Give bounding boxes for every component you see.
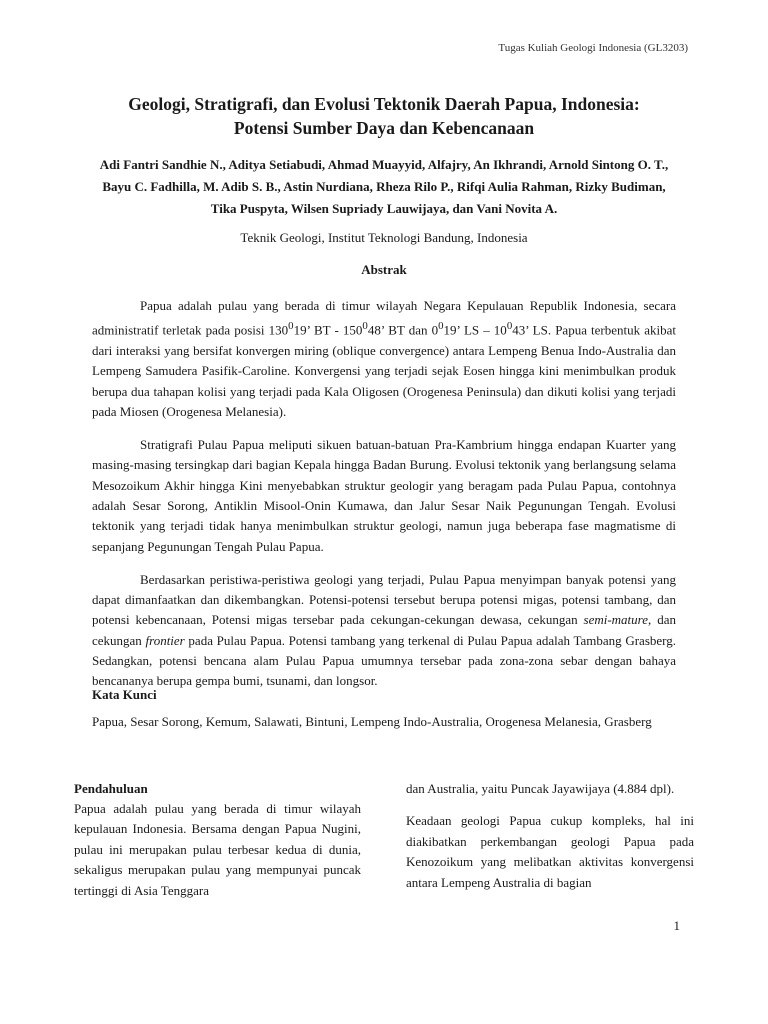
degree-superscript: 0	[506, 320, 513, 333]
degree-superscript: 0	[438, 320, 444, 333]
section-heading-pendahuluan: Pendahuluan	[74, 781, 148, 796]
paper-title	[80, 92, 688, 140]
intro-paragraph-left: Papua adalah pulau yang berada di timur wilayah kepulauan Indonesia. Bersama dengan Papua Nugini, pulau ini merupakan pulau terbesar kedua di dunia, sekaligus merupakan pulau yang mempunyai puncak tertinggi di Asia Tenggara	[74, 801, 361, 898]
abstract-p3-text-c: pada Pulau Papua. Potensi tambang yang terkenal di Pulau Papua adalah Tambang Grasberg. Sedangkan, potensi bencana alam Pulau Papua umumnya tersebar pada zona-zona sebar dengan bahaya bencananya berupa gempa bumi, tsunami, dan longsor.	[92, 632, 676, 689]
page-number: 1	[673, 918, 680, 933]
abstract-p3-text-a: Berdasarkan peristiwa-peristiwa geologi yang terjadi, Pulau Papua menyimpan banyak potensi yang dapat dimanfaatkan dan dikembangkan. Potensi-potensi tersebut berupa potensi migas, potensi tambang, dan potensi kebencanaan, Potensi migas tersebar pada cekungan-cekungan dewasa, cekungan	[92, 571, 676, 628]
abstract-body	[92, 296, 676, 705]
intro-paragraph-geology: Keadaan geologi Papua cukup kompleks, hal ini diakibatkan perkembangan geologi Papua pada Kenozoikum yang melibatkan aktivitas konvergensi antara Lempeng Australia di bagian	[406, 813, 694, 890]
abstract-paragraph-2: Stratigrafi Pulau Papua meliputi sikuen batuan-batuan Pra-Kambrium hingga endapan Kuarter yang masing-masing tersingkap dari bagian Kepala hingga Badan Burung. Evolusi tektonik yang berlangsung selama Mesozoikum Akhir hingga Kini menyebabkan struktur geologir yang beragam pada Pulau Papua, contohnya adalah Sesar Sorong, Antiklin Misool-Onin Kumawa, dan Jalur Sesar Naik Pegunungan Tengah. Evolusi tektonik yang terjadi tidak hanya menimbulkan struktur geologi, namun juga beberapa fase magmatisme di sepanjang Pegunungan Tengah Pulau Papua.	[92, 437, 676, 554]
keywords-text: Papua, Sesar Sorong, Kemum, Salawati, Bintuni, Lempeng Indo-Australia, Orogenesa Melanesia, Grasberg	[92, 714, 652, 729]
abstract-p3-text-b: , dan cekungan	[92, 612, 676, 648]
abstract-p1-text-b: 19’ BT - 150	[293, 322, 363, 338]
abstract-p1-text-d: 19’ LS – 10	[443, 322, 507, 338]
degree-superscript: 0	[288, 320, 294, 333]
right-column	[406, 779, 694, 893]
title-line-2: Potensi Sumber Daya dan Kebencanaan	[233, 118, 535, 138]
running-head: Tugas Kuliah Geologi Indonesia (GL3203)	[498, 42, 688, 54]
abstract-paragraph-1	[92, 296, 676, 422]
abstract-p1-text-e: 43’ LS. Papua terbentuk akibat dari interaksi yang bersifat konvergen miring (oblique convergence) antara Lempeng Benua Indo-Australia dan Lempeng Samudera Pasifik-Caroline. Konvergensi yang terjadi sejak Eosen hingga kini menimbulkan produk berupa dua tahapan kolisi yang terjadi pada Kala Oligosen (Orogenesa Peninsula) dan dikuti kolisi yang terjadi pada Miosen (Orogenesa Melanesia).	[92, 322, 676, 419]
abstract-p1-text-a: Papua adalah pulau yang berada di timur wilayah Negara Kepulauan Republik Indonesia, secara administratif terletak pada posisi 130	[92, 298, 676, 338]
abstract-p1-text-c: 48’ BT dan 0	[367, 322, 439, 338]
abstract-paragraph-3	[92, 570, 676, 692]
title-line-1: Geologi, Stratigrafi, dan Evolusi Tektonik Daerah Papua, Indonesia:	[128, 94, 640, 114]
affiliation: Teknik Geologi, Institut Teknologi Bandung, Indonesia	[240, 230, 528, 245]
italic-term-semi-mature: semi-mature	[583, 612, 649, 628]
intro-paragraph-continued: dan Australia, yaitu Puncak Jayawijaya (4.884 dpl).	[406, 781, 675, 796]
italic-term-frontier: frontier	[145, 632, 185, 648]
degree-superscript: 0	[362, 320, 368, 333]
author-list: Adi Fantri Sandhie N., Aditya Setiabudi, Ahmad Muayyid, Alfajry, An Ikhrandi, Arnold Sintong O. T., Bayu C. Fadhilla, M. Adib S. B., Astin Nurdiana, Rheza Rilo P., Rifqi Aulia Rahman, Rizky Budiman, Tika Puspyta, Wilsen Supriady Lauwijaya, dan Vani Novita A.	[99, 157, 669, 216]
left-column	[74, 779, 361, 901]
abstract-heading: Abstrak	[361, 262, 407, 277]
keywords-heading: Kata Kunci	[92, 687, 157, 702]
